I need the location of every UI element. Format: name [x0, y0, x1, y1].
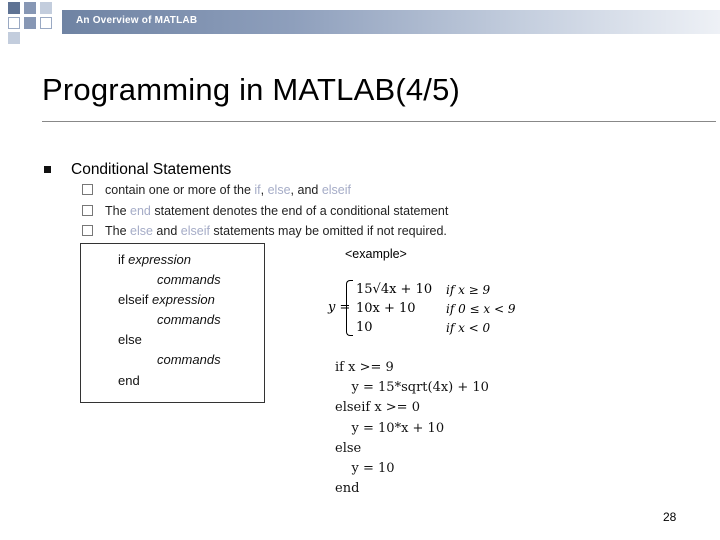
page-number: 28: [663, 510, 677, 524]
code-line: else: [335, 441, 362, 456]
equation-condition: if x < 0: [446, 321, 491, 335]
header-decor-square: [24, 17, 36, 29]
piecewise-equation: [326, 278, 526, 340]
checkbox-icon: [82, 225, 93, 236]
header-decor-square: [8, 17, 20, 29]
title-divider: [42, 121, 716, 122]
syntax-line: end: [118, 373, 140, 388]
slide-title: Programming in MATLAB(4/5): [42, 72, 461, 107]
bullet-square-icon: [44, 166, 51, 173]
sub-bullet: The end statement denotes the end of a conditional statement: [82, 204, 448, 218]
code-line: y = 10*x + 10: [335, 421, 445, 436]
example-label: <example>: [345, 247, 407, 261]
code-line: if x >= 9: [335, 360, 394, 375]
header-decor-square: [40, 2, 52, 14]
header-decor-square: [8, 2, 20, 14]
syntax-line: commands: [157, 352, 221, 367]
checkbox-icon: [82, 205, 93, 216]
equation-row: 10x + 10: [356, 301, 416, 316]
header-decor-square: [24, 2, 36, 14]
header-subtitle: An Overview of MATLAB: [76, 15, 198, 26]
sub-bullet: contain one or more of the if, else, and elseif: [82, 183, 351, 197]
code-line: y = 10: [335, 461, 395, 476]
syntax-line: else: [118, 332, 142, 347]
brace-icon: [346, 280, 353, 336]
header-decor-square: [8, 32, 20, 44]
checkbox-icon: [82, 184, 93, 195]
equation-row: 10: [356, 320, 373, 335]
equation-row: 15√4x + 10: [356, 282, 433, 297]
syntax-line: if expression: [118, 252, 191, 267]
code-line: y = 15*sqrt(4x) + 10: [335, 380, 489, 395]
syntax-line: commands: [157, 272, 221, 287]
syntax-line: elseif expression: [118, 292, 215, 307]
equation-condition: if x ≥ 9: [446, 283, 491, 297]
sub-bullet: The else and elseif statements may be omitted if not required.: [82, 224, 447, 238]
code-line: end: [335, 481, 360, 496]
equation-lhs: y =: [328, 300, 351, 315]
equation-condition: if 0 ≤ x < 9: [446, 302, 516, 316]
bullet-text: Conditional Statements: [71, 161, 232, 178]
syntax-line: commands: [157, 312, 221, 327]
code-line: elseif x >= 0: [335, 400, 420, 415]
header-decor-square: [40, 17, 52, 29]
